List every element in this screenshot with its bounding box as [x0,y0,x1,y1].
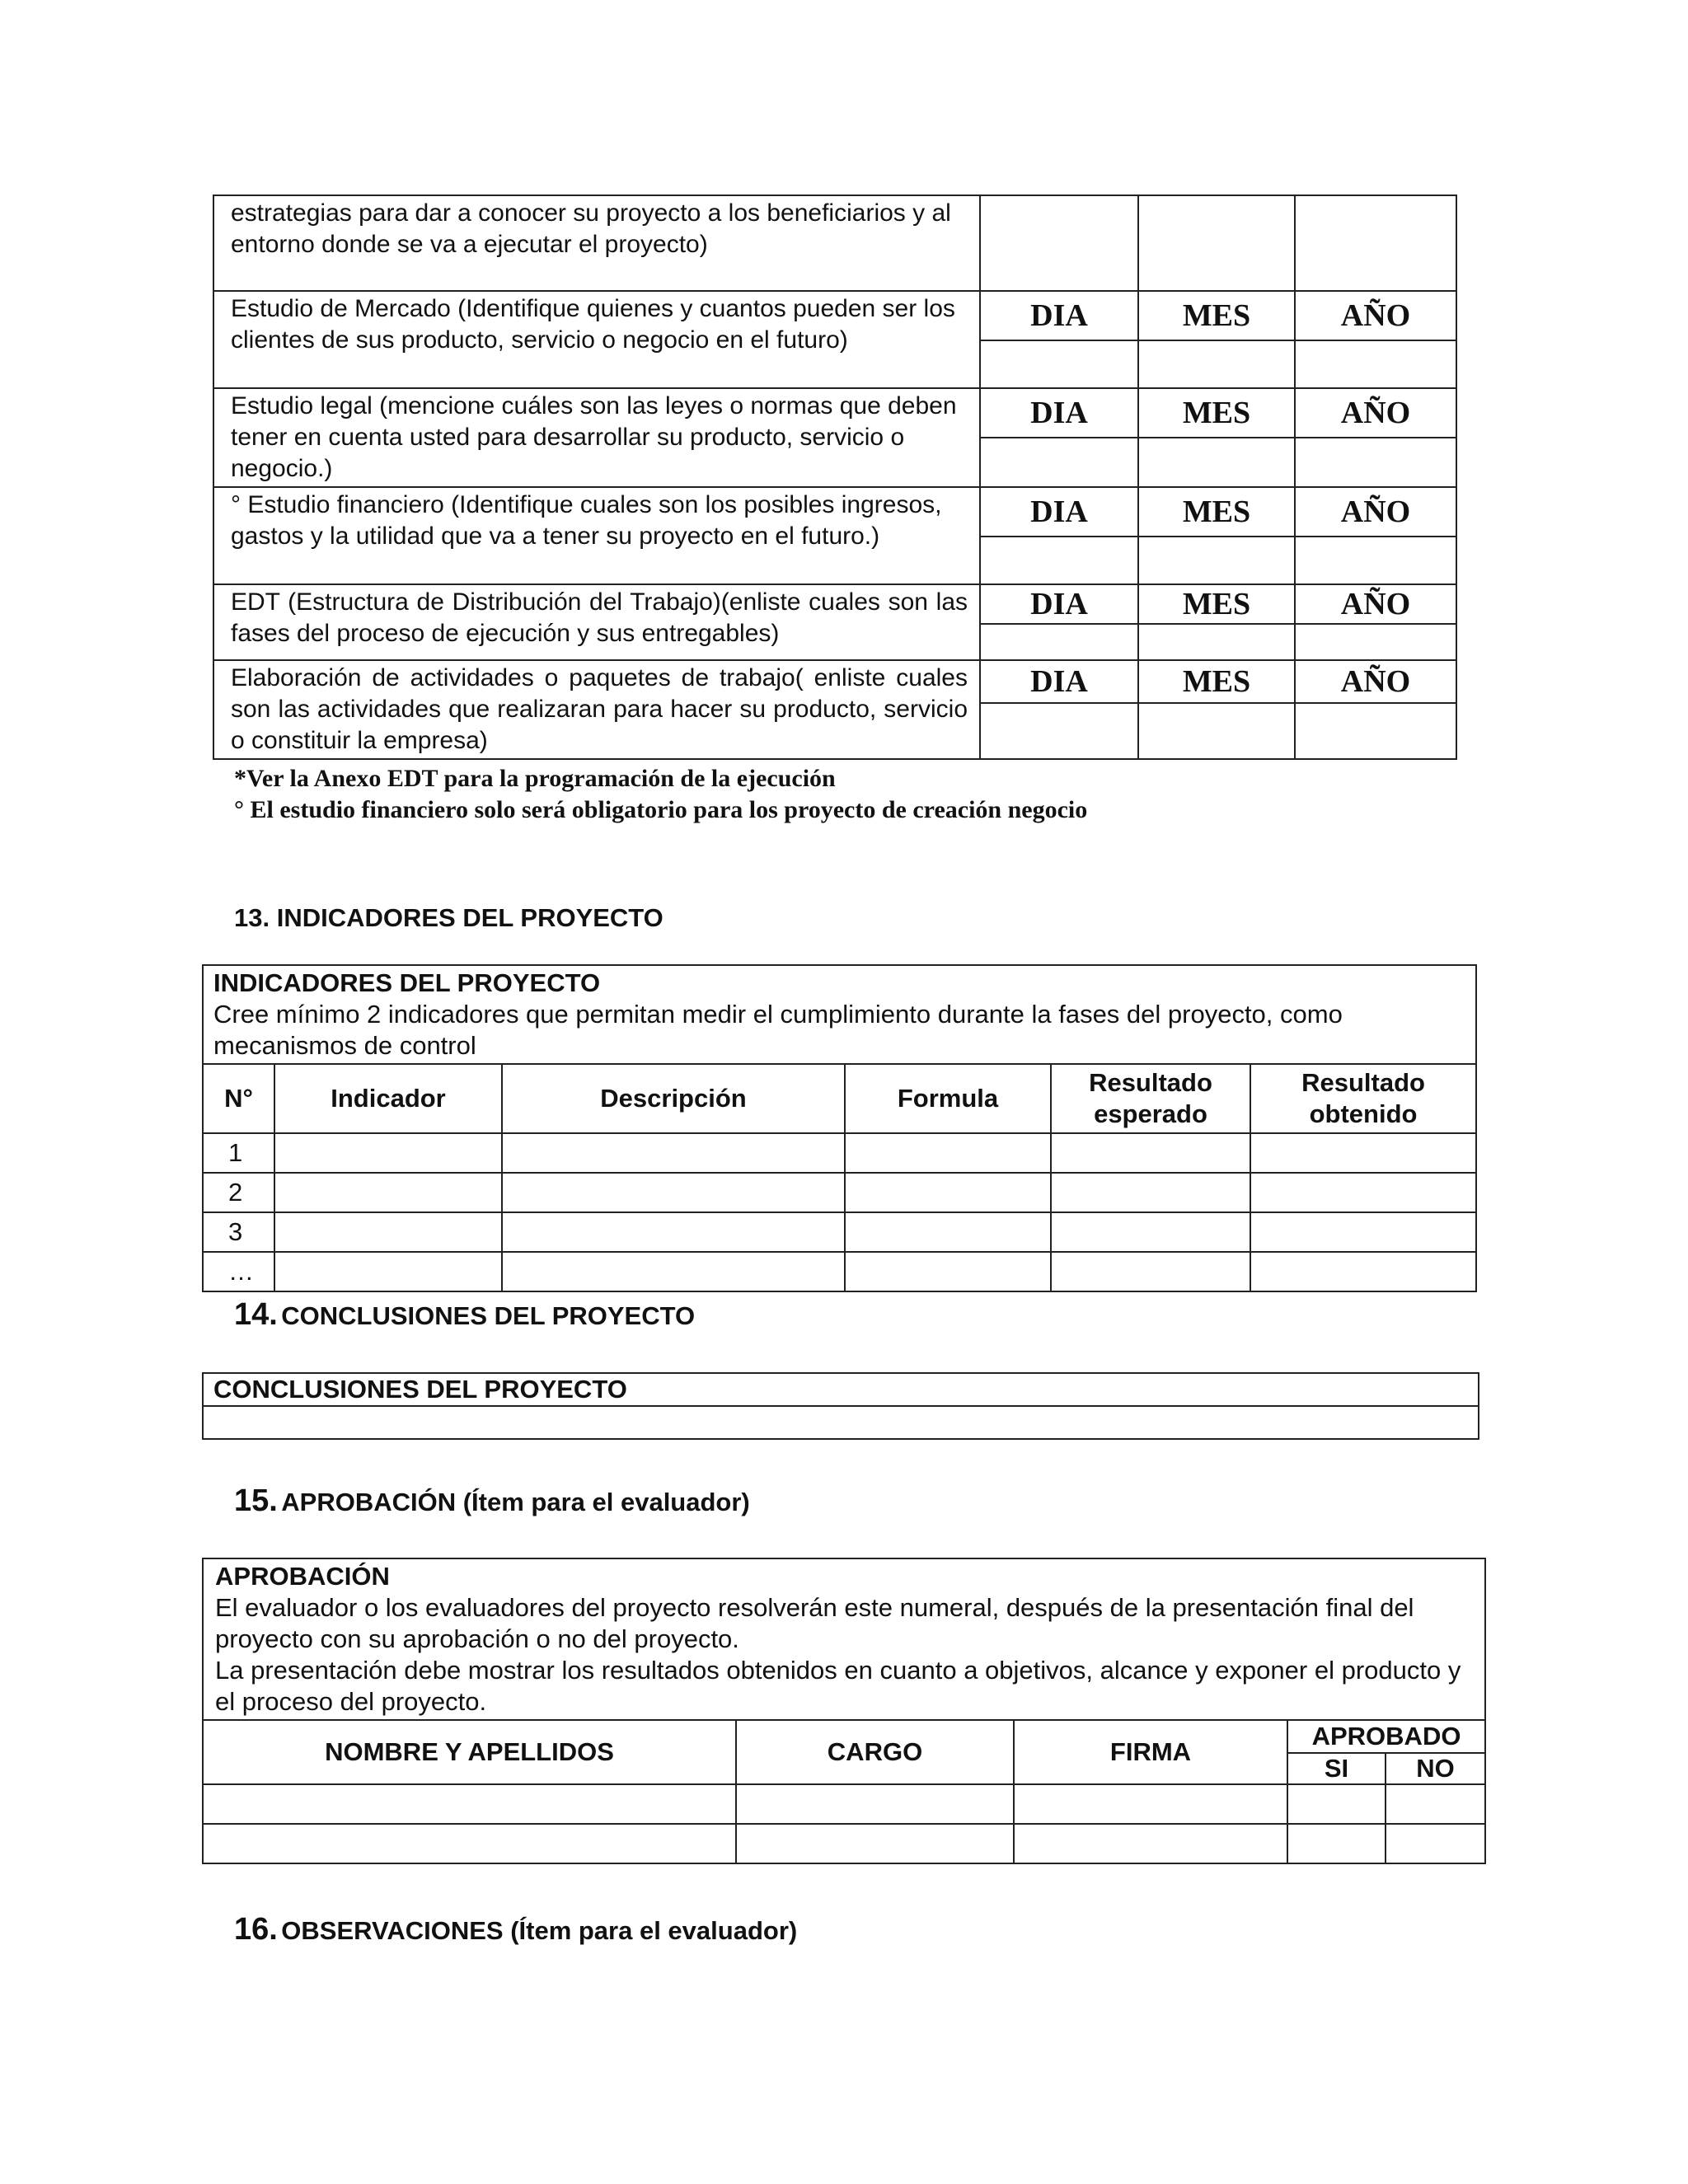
description-cell[interactable] [502,1173,845,1212]
date-month-cell[interactable] [1138,340,1295,388]
section-14-heading [234,1297,695,1333]
year-header: AÑO [1295,660,1456,703]
col-approved-yes: SI [1287,1753,1386,1784]
year-header: AÑO [1295,291,1456,340]
indicator-cell[interactable] [274,1212,502,1252]
day-header: DIA [980,487,1138,537]
row-number: 3 [203,1212,274,1252]
col-name: NOMBRE Y APELLIDOS [203,1720,736,1784]
approval-box-title: APROBACIÓN [215,1562,390,1591]
indicators-table [202,964,1477,1292]
obtained-cell[interactable] [1250,1133,1476,1173]
date-day-cell[interactable] [980,340,1138,388]
conclusions-box-title: CONCLUSIONES DEL PROYECTO [203,1373,1479,1406]
table-row [203,1784,1485,1824]
date-month-cell[interactable] [1138,195,1295,291]
yes-cell[interactable] [1287,1784,1386,1824]
expected-cell[interactable] [1051,1252,1250,1291]
table-row [203,1824,1485,1863]
conclusions-input-cell[interactable] [203,1406,1479,1439]
schedule-row-3-text: ° Estudio financiero (Identifique cuales son los posibles ingresos, gastos y la utilidad que va a tener su proyecto en el futuro.) [213,487,980,584]
col-indicator: Indicador [274,1064,502,1133]
section-15-heading [234,1483,750,1519]
description-cell[interactable] [502,1133,845,1173]
col-obtained-result: Resultado obtenido [1250,1064,1476,1133]
yes-cell[interactable] [1287,1824,1386,1863]
col-approved: APROBADO [1287,1720,1485,1753]
col-number: N° [203,1064,274,1133]
note-financial-study: ° El estudio financiero solo será obligatorio para los proyecto de creación negocio [234,796,1088,823]
row-number: 2 [203,1173,274,1212]
schedule-row-5-text: Elaboración de actividades o paquetes de trabajo( enliste cuales son las actividades que realizaran para hacer su producto, servicio o constituir la empresa) [213,660,980,759]
date-month-cell[interactable] [1138,624,1295,660]
role-cell[interactable] [736,1824,1014,1863]
col-expected-result: Resultado esperado [1051,1064,1250,1133]
description-cell[interactable] [502,1252,845,1291]
date-year-cell[interactable] [1295,537,1456,584]
indicator-cell[interactable] [274,1173,502,1212]
row-number: 1 [203,1133,274,1173]
date-year-cell[interactable] [1295,340,1456,388]
day-header: DIA [980,660,1138,703]
date-month-cell[interactable] [1138,703,1295,759]
no-cell[interactable] [1386,1824,1485,1863]
indicator-cell[interactable] [274,1252,502,1291]
description-cell[interactable] [502,1212,845,1252]
col-formula: Formula [845,1064,1051,1133]
col-approved-no: NO [1386,1753,1485,1784]
day-header: DIA [980,388,1138,438]
month-header: MES [1138,388,1295,438]
section-14-number: 14. [234,1297,278,1332]
section-15-number: 15. [234,1483,278,1518]
table-row [203,1133,1476,1173]
date-day-cell[interactable] [980,624,1138,660]
col-description: Descripción [502,1064,845,1133]
obtained-cell[interactable] [1250,1252,1476,1291]
approval-box-text-1: El evaluador o los evaluadores del proyecto resolverán este numeral, después de la presentación final del proyecto con su aprobación o no del proyecto. [215,1593,1414,1653]
indicators-intro [203,965,1476,1064]
month-header: MES [1138,291,1295,340]
year-header: AÑO [1295,584,1456,624]
schedule-row-2-text: Estudio legal (mencione cuáles son las leyes o normas que deben tener en cuenta usted para desarrollar su producto, servicio o negocio.) [213,388,980,487]
approval-table [202,1558,1486,1864]
role-cell[interactable] [736,1784,1014,1824]
formula-cell[interactable] [845,1133,1051,1173]
date-month-cell[interactable] [1138,537,1295,584]
date-month-cell[interactable] [1138,438,1295,487]
obtained-cell[interactable] [1250,1173,1476,1212]
date-day-cell[interactable] [980,438,1138,487]
month-header: MES [1138,487,1295,537]
year-header: AÑO [1295,487,1456,537]
section-16-heading [234,1912,797,1947]
col-signature: FIRMA [1014,1720,1287,1784]
day-header: DIA [980,291,1138,340]
no-cell[interactable] [1386,1784,1485,1824]
formula-cell[interactable] [845,1212,1051,1252]
indicators-box-title: INDICADORES DEL PROYECTO [213,968,601,997]
section-14-label: CONCLUSIONES DEL PROYECTO [281,1301,696,1330]
schedule-table [213,194,1457,760]
indicator-cell[interactable] [274,1133,502,1173]
approval-intro [203,1558,1485,1720]
date-year-cell[interactable] [1295,703,1456,759]
expected-cell[interactable] [1051,1173,1250,1212]
year-header: AÑO [1295,388,1456,438]
name-cell[interactable] [203,1784,736,1824]
formula-cell[interactable] [845,1173,1051,1212]
day-header: DIA [980,584,1138,624]
col-role: CARGO [736,1720,1014,1784]
formula-cell[interactable] [845,1252,1051,1291]
month-header: MES [1138,660,1295,703]
signature-cell[interactable] [1014,1784,1287,1824]
date-day-cell[interactable] [980,537,1138,584]
schedule-row-4-text: EDT (Estructura de Distribución del Trabajo)(enliste cuales son las fases del proceso de ejecución y sus entregables) [213,584,980,660]
date-year-cell[interactable] [1295,195,1456,291]
section-13-label: 13. INDICADORES DEL PROYECTO [234,903,663,932]
indicators-box-text: Cree mínimo 2 indicadores que permitan medir el cumplimiento durante la fases del proyecto, como mecanismos de control [213,1000,1343,1060]
date-year-cell[interactable] [1295,624,1456,660]
date-day-cell[interactable] [980,703,1138,759]
section-16-label: OBSERVACIONES (Ítem para el evaluador) [281,1916,798,1945]
row-number: … [203,1252,274,1291]
obtained-cell[interactable] [1250,1212,1476,1252]
table-row [203,1252,1476,1291]
table-row [203,1173,1476,1212]
schedule-row-0-text: estrategias para dar a conocer su proyecto a los beneficiarios y al entorno donde se va a ejecutar el proyecto) [213,195,980,291]
table-row [203,1212,1476,1252]
schedule-row-1-text: Estudio de Mercado (Identifique quienes y cuantos pueden ser los clientes de sus producto, servicio o negocio en el futuro) [213,291,980,388]
date-year-cell[interactable] [1295,438,1456,487]
expected-cell[interactable] [1051,1212,1250,1252]
date-day-cell[interactable] [980,195,1138,291]
expected-cell[interactable] [1051,1133,1250,1173]
section-13-heading [234,903,663,933]
conclusions-table [202,1372,1479,1440]
name-cell[interactable] [203,1824,736,1863]
section-16-number: 16. [234,1912,278,1947]
approval-box-text-2: La presentación debe mostrar los resultados obtenidos en cuanto a objetivos, alcance y exponer el producto y el proceso del proyecto. [215,1656,1461,1716]
signature-cell[interactable] [1014,1824,1287,1863]
month-header: MES [1138,584,1295,624]
section-15-label: APROBACIÓN (Ítem para el evaluador) [281,1488,750,1516]
note-edt-annex: *Ver la Anexo EDT para la programación de la ejecución [234,765,836,792]
